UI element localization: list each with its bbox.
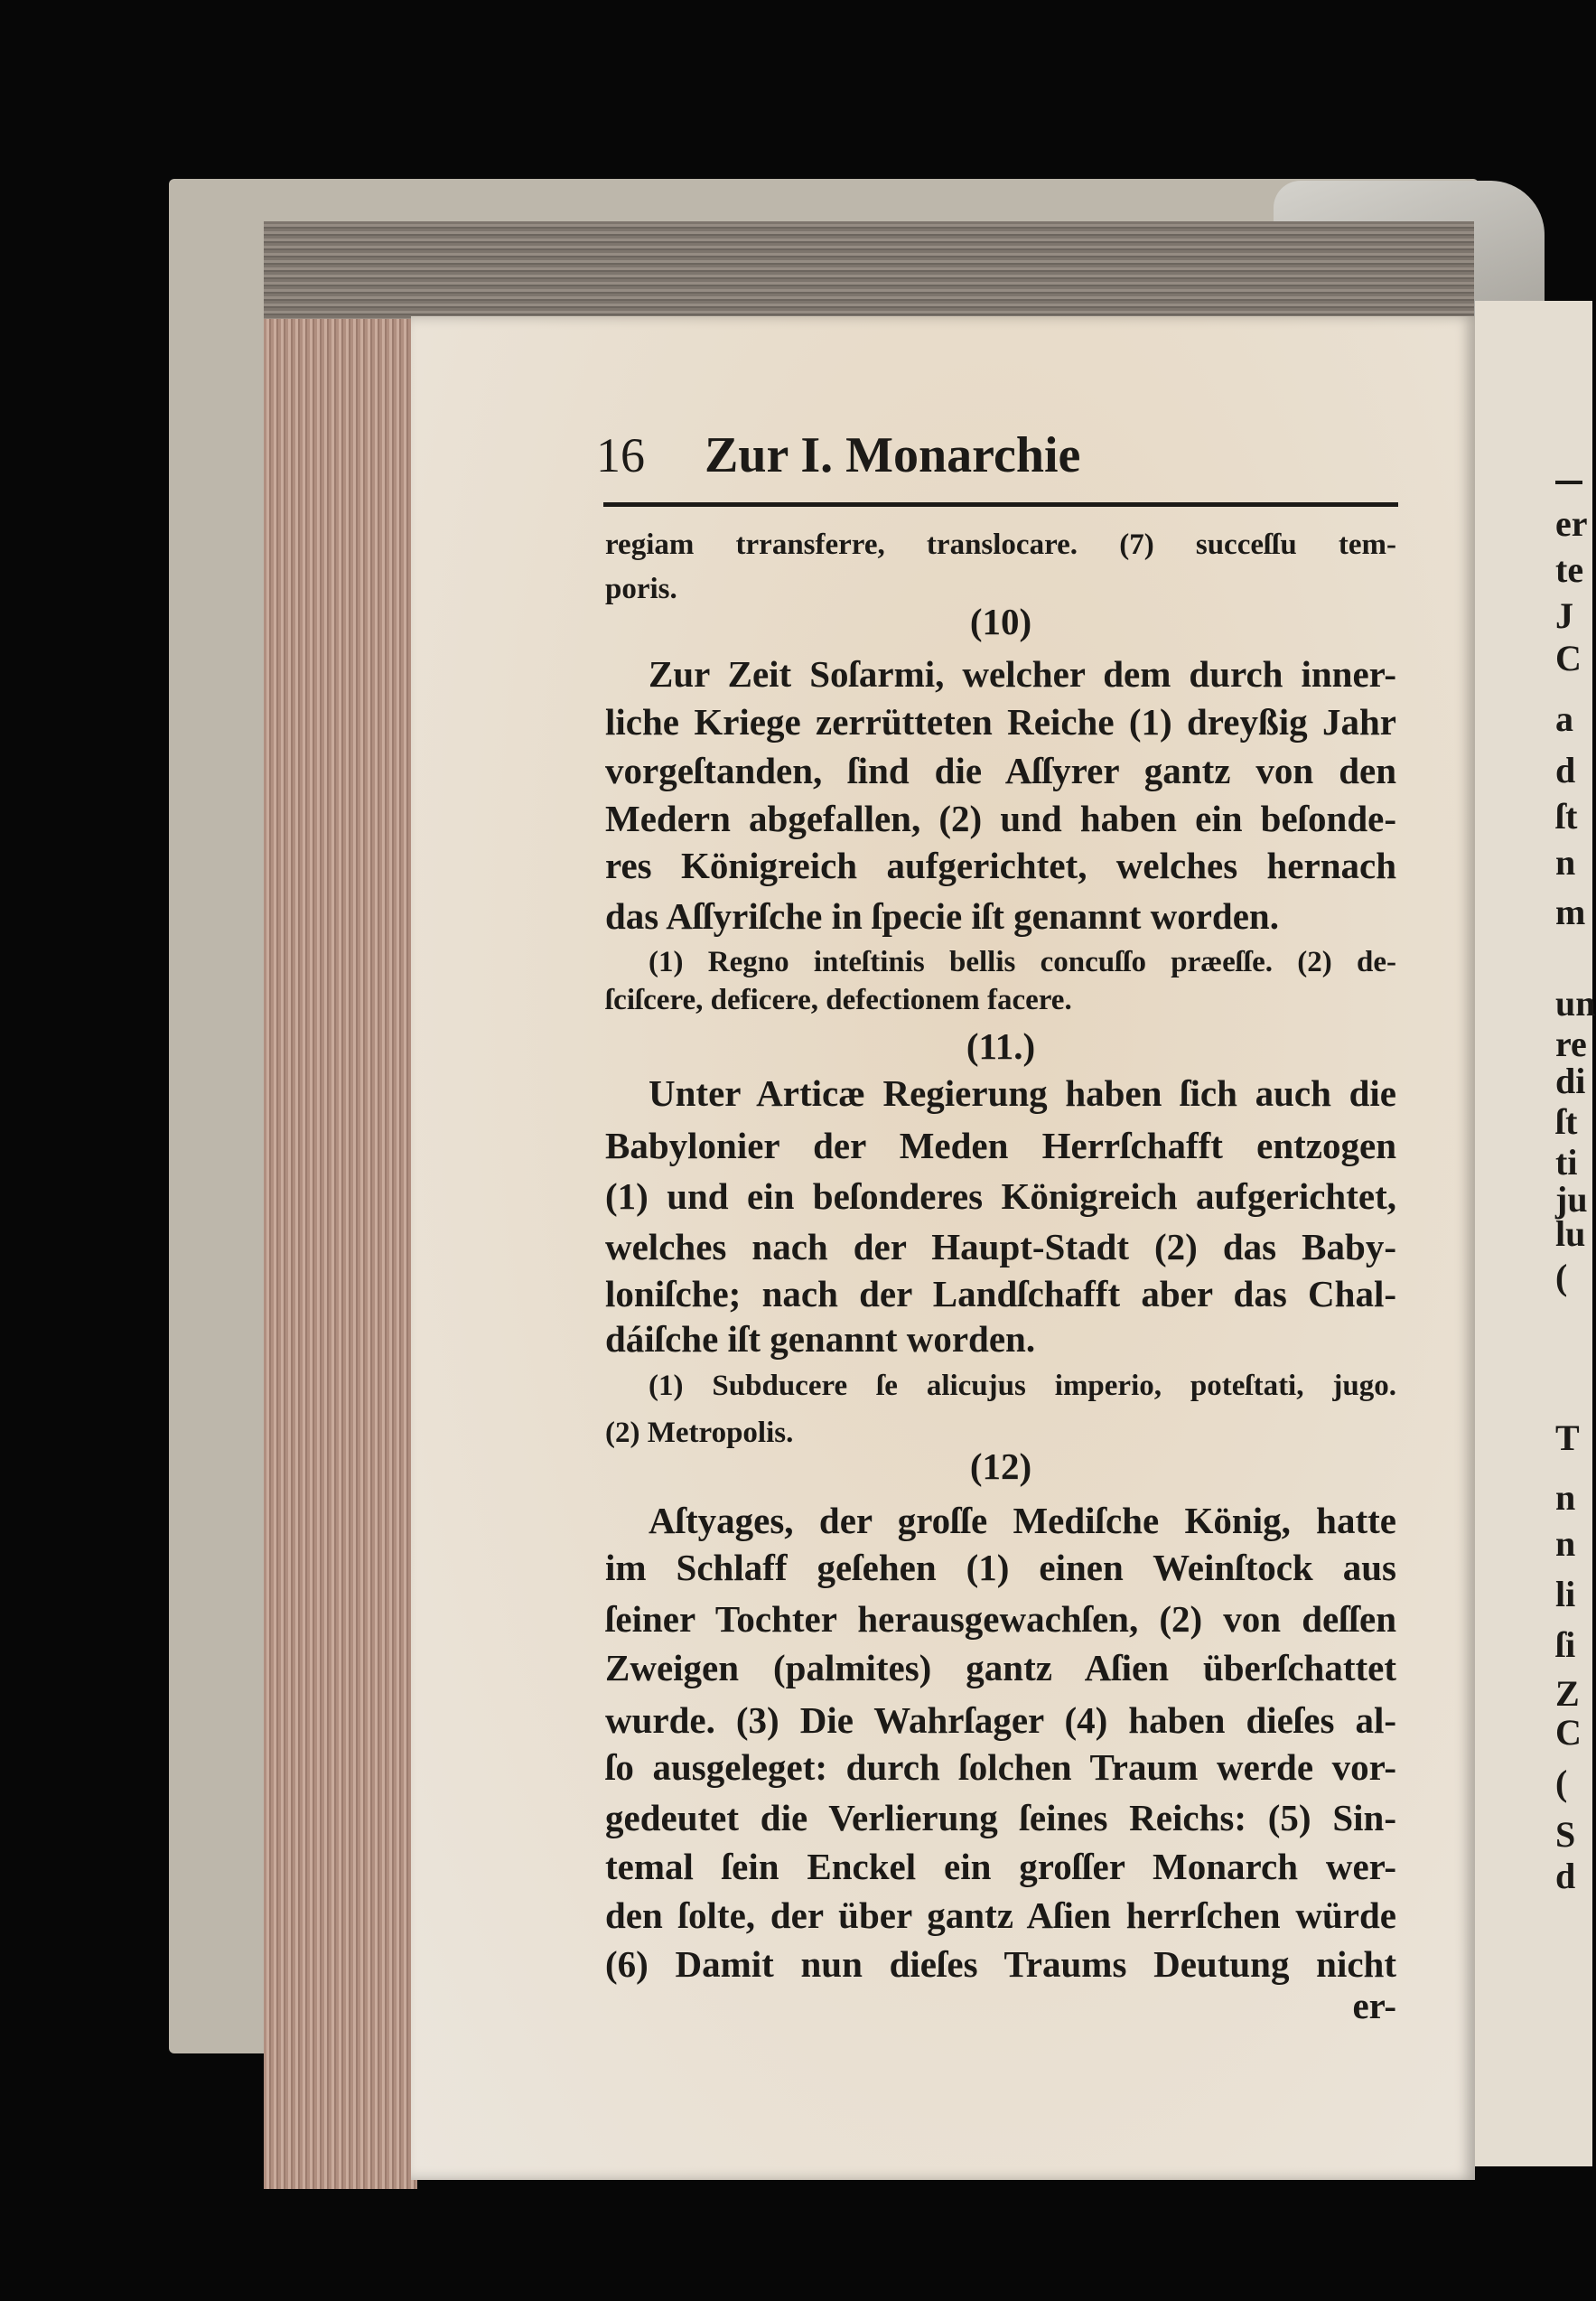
facing-page-fragment: d — [1555, 750, 1576, 790]
facing-page-fragment: un — [1555, 983, 1596, 1024]
footnote-line: regiam trransferre, translocare. (7) succeſſu tem- — [605, 528, 1396, 561]
facing-page-fragment: ſt — [1555, 796, 1578, 837]
section-number: (11.) — [966, 1025, 1036, 1067]
facing-page-fragment: ju — [1555, 1179, 1588, 1220]
facing-page-fragment: d — [1555, 1856, 1576, 1896]
page-number: 16 — [596, 428, 645, 482]
facing-page-fragment: lu — [1555, 1213, 1586, 1254]
facing-page-fragment: ti — [1555, 1142, 1578, 1183]
text-line: liche Kriege zerrütteten Reiche (1) dreyßig Jahr — [605, 701, 1396, 743]
section-number: (12) — [969, 1445, 1032, 1487]
facing-page-fragment: T — [1555, 1417, 1580, 1458]
text-line: wurde. (3) Die Wahrſager (4) haben dieſes al- — [605, 1699, 1396, 1741]
footnote-line: (1) Subducere ſe alicujus imperio, poteſtati, jugo. — [649, 1370, 1396, 1402]
facing-page-fragment: C — [1555, 638, 1582, 678]
text-line: ſo ausgeleget: durch ſolchen Traum werde vor- — [605, 1746, 1396, 1788]
text-line: Aſtyages, der groſſe Mediſche König, hatte — [649, 1500, 1396, 1541]
page-edges-left — [264, 221, 417, 2189]
text-line: dáiſche iſt genannt worden. — [605, 1318, 1036, 1360]
facing-page-fragment: ( — [1555, 1763, 1568, 1803]
facing-page-fragment: li — [1555, 1574, 1576, 1614]
header-rule — [603, 502, 1398, 507]
facing-page-fragment: ſi — [1555, 1624, 1576, 1665]
text-line: (6) Damit nun dieſes Traums Deutung nicht — [605, 1943, 1396, 1985]
facing-page-fragment: Z — [1555, 1673, 1580, 1714]
facing-page-fragment: n — [1555, 1523, 1576, 1564]
text-line: im Schlaff geſehen (1) einen Weinſtock aus — [605, 1547, 1396, 1588]
facing-page-fragment: C — [1555, 1712, 1582, 1753]
facing-page-fragment: er — [1555, 503, 1588, 544]
facing-page-fragment: m — [1555, 892, 1586, 932]
text-line: welches nach der Haupt-Stadt (2) das Baby- — [605, 1226, 1396, 1267]
facing-page-fragment: ſt — [1555, 1101, 1578, 1142]
facing-page-fragment: n — [1555, 842, 1576, 883]
running-title: Zur I. Monarchie — [705, 427, 1081, 483]
text-line: Zweigen (palmites) gantz Aſien überſchattet — [605, 1647, 1396, 1688]
facing-page-fragment: di — [1555, 1061, 1586, 1101]
section-number: (10) — [969, 601, 1032, 642]
facing-page-fragment: re — [1555, 1024, 1587, 1064]
text-line: Medern abgefallen, (2) und haben ein beſonde- — [605, 798, 1396, 839]
text-line: Babylonier der Meden Herrſchafft entzogen — [605, 1125, 1396, 1166]
footnote-line: poris. — [605, 573, 677, 605]
text-line: das Aſſyriſche in ſpecie iſt genannt worden. — [605, 895, 1279, 937]
text-line: gedeutet die Verlierung ſeines Reichs: (5) Sin- — [605, 1797, 1396, 1838]
facing-page-fragment: n — [1555, 1477, 1576, 1518]
facing-page-fragment: ( — [1555, 1257, 1568, 1297]
text-line: temal ſein Enckel ein groſſer Monarch wer- — [605, 1846, 1396, 1887]
facing-page-fragment: te — [1555, 549, 1584, 590]
facing-page-fragment: J — [1555, 595, 1573, 636]
text-line: res Königreich aufgerichtet, welches hernach — [605, 845, 1396, 886]
text-line: ſeiner Tochter herausgewachſen, (2) von deſſen — [605, 1598, 1396, 1640]
footnote-line: (2) Metropolis. — [605, 1417, 794, 1449]
footnote-line: (1) Regno inteſtinis bellis concuſſo præeſſe. (2) de- — [649, 946, 1396, 978]
text-line: vorgeſtanden, ſind die Aſſyrer gantz von den — [605, 750, 1396, 791]
text-line: Zur Zeit Soſarmi, welcher dem durch inner- — [649, 653, 1396, 695]
text-line: er- — [1352, 1985, 1396, 2026]
text-line: loniſche; nach der Landſchafft aber das Chal- — [605, 1273, 1396, 1314]
facing-page-fragment: S — [1555, 1814, 1576, 1855]
page-edges-top — [264, 221, 1474, 319]
text-line: (1) und ein beſonderes Königreich aufgerichtet, — [605, 1175, 1396, 1217]
facing-page-rule — [1555, 481, 1582, 484]
facing-page-fragment: a — [1555, 698, 1573, 739]
text-line: Unter Articæ Regierung haben ſich auch die — [649, 1072, 1396, 1114]
footnote-line: ſciſcere, deficere, defectionem facere. — [605, 984, 1072, 1016]
text-line: den ſolte, der über gantz Aſien herrſchen würde — [605, 1894, 1396, 1936]
